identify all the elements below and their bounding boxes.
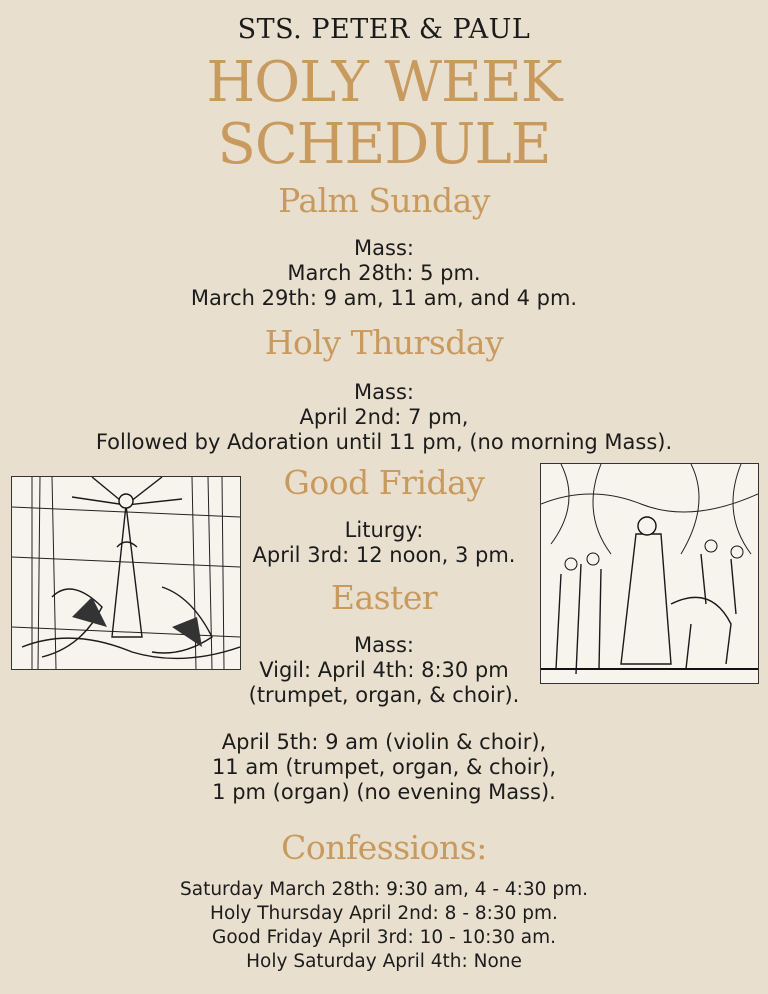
good-friday-line: April 3rd: 12 noon, 3 pm. <box>252 543 516 567</box>
palm-entry-engraving-icon <box>541 464 758 683</box>
palm-sunday-line: March 28th: 5 pm. <box>287 261 481 285</box>
palm-sunday-details <box>0 236 768 311</box>
page-title-line-1: HOLY WEEK <box>206 50 562 115</box>
palm-sunday-line: March 29th: 9 am, 11 am, and 4 pm. <box>190 286 578 310</box>
confessions-line: Holy Thursday April 2nd: 8 - 8:30 pm. <box>210 903 558 924</box>
holy-thursday-line: Mass: <box>354 380 414 404</box>
parish-name: STS. PETER & PAUL <box>237 14 531 45</box>
good-friday-line: Liturgy: <box>344 518 424 542</box>
confessions-line: Saturday March 28th: 9:30 am, 4 - 4:30 pm. <box>180 879 588 900</box>
resurrection-engraving-icon <box>12 477 240 669</box>
palm-sunday-line: Mass: <box>354 236 414 260</box>
confessions-heading: Confessions: <box>281 828 487 867</box>
confessions-line: Good Friday April 3rd: 10 - 10:30 am. <box>211 927 557 948</box>
page-title-line-2: SCHEDULE <box>217 112 551 177</box>
easter-line: Mass: <box>354 633 414 657</box>
easter-line: Vigil: April 4th: 8:30 pm <box>259 658 509 682</box>
confessions-details <box>0 878 768 974</box>
holy-thursday-line: April 2nd: 7 pm, <box>299 405 469 429</box>
holy-thursday-heading: Holy Thursday <box>264 323 504 362</box>
confessions-line: Holy Saturday April 4th: None <box>246 951 522 972</box>
resurrection-illustration <box>11 476 241 670</box>
palm-sunday-illustration <box>540 463 759 684</box>
easter-line: 1 pm (organ) (no evening Mass). <box>212 780 556 804</box>
easter-spacer <box>0 708 768 730</box>
holy-thursday-details <box>0 380 768 455</box>
good-friday-heading: Good Friday <box>283 463 485 502</box>
holy-thursday-line: Followed by Adoration until 11 pm, (no morning Mass). <box>95 430 673 454</box>
easter-line: April 5th: 9 am (violin & choir), <box>221 730 547 754</box>
easter-heading: Easter <box>330 578 438 617</box>
easter-line: 11 am (trumpet, organ, & choir), <box>211 755 557 779</box>
easter-line: (trumpet, organ, & choir). <box>248 683 520 707</box>
palm-sunday-heading: Palm Sunday <box>278 181 490 220</box>
